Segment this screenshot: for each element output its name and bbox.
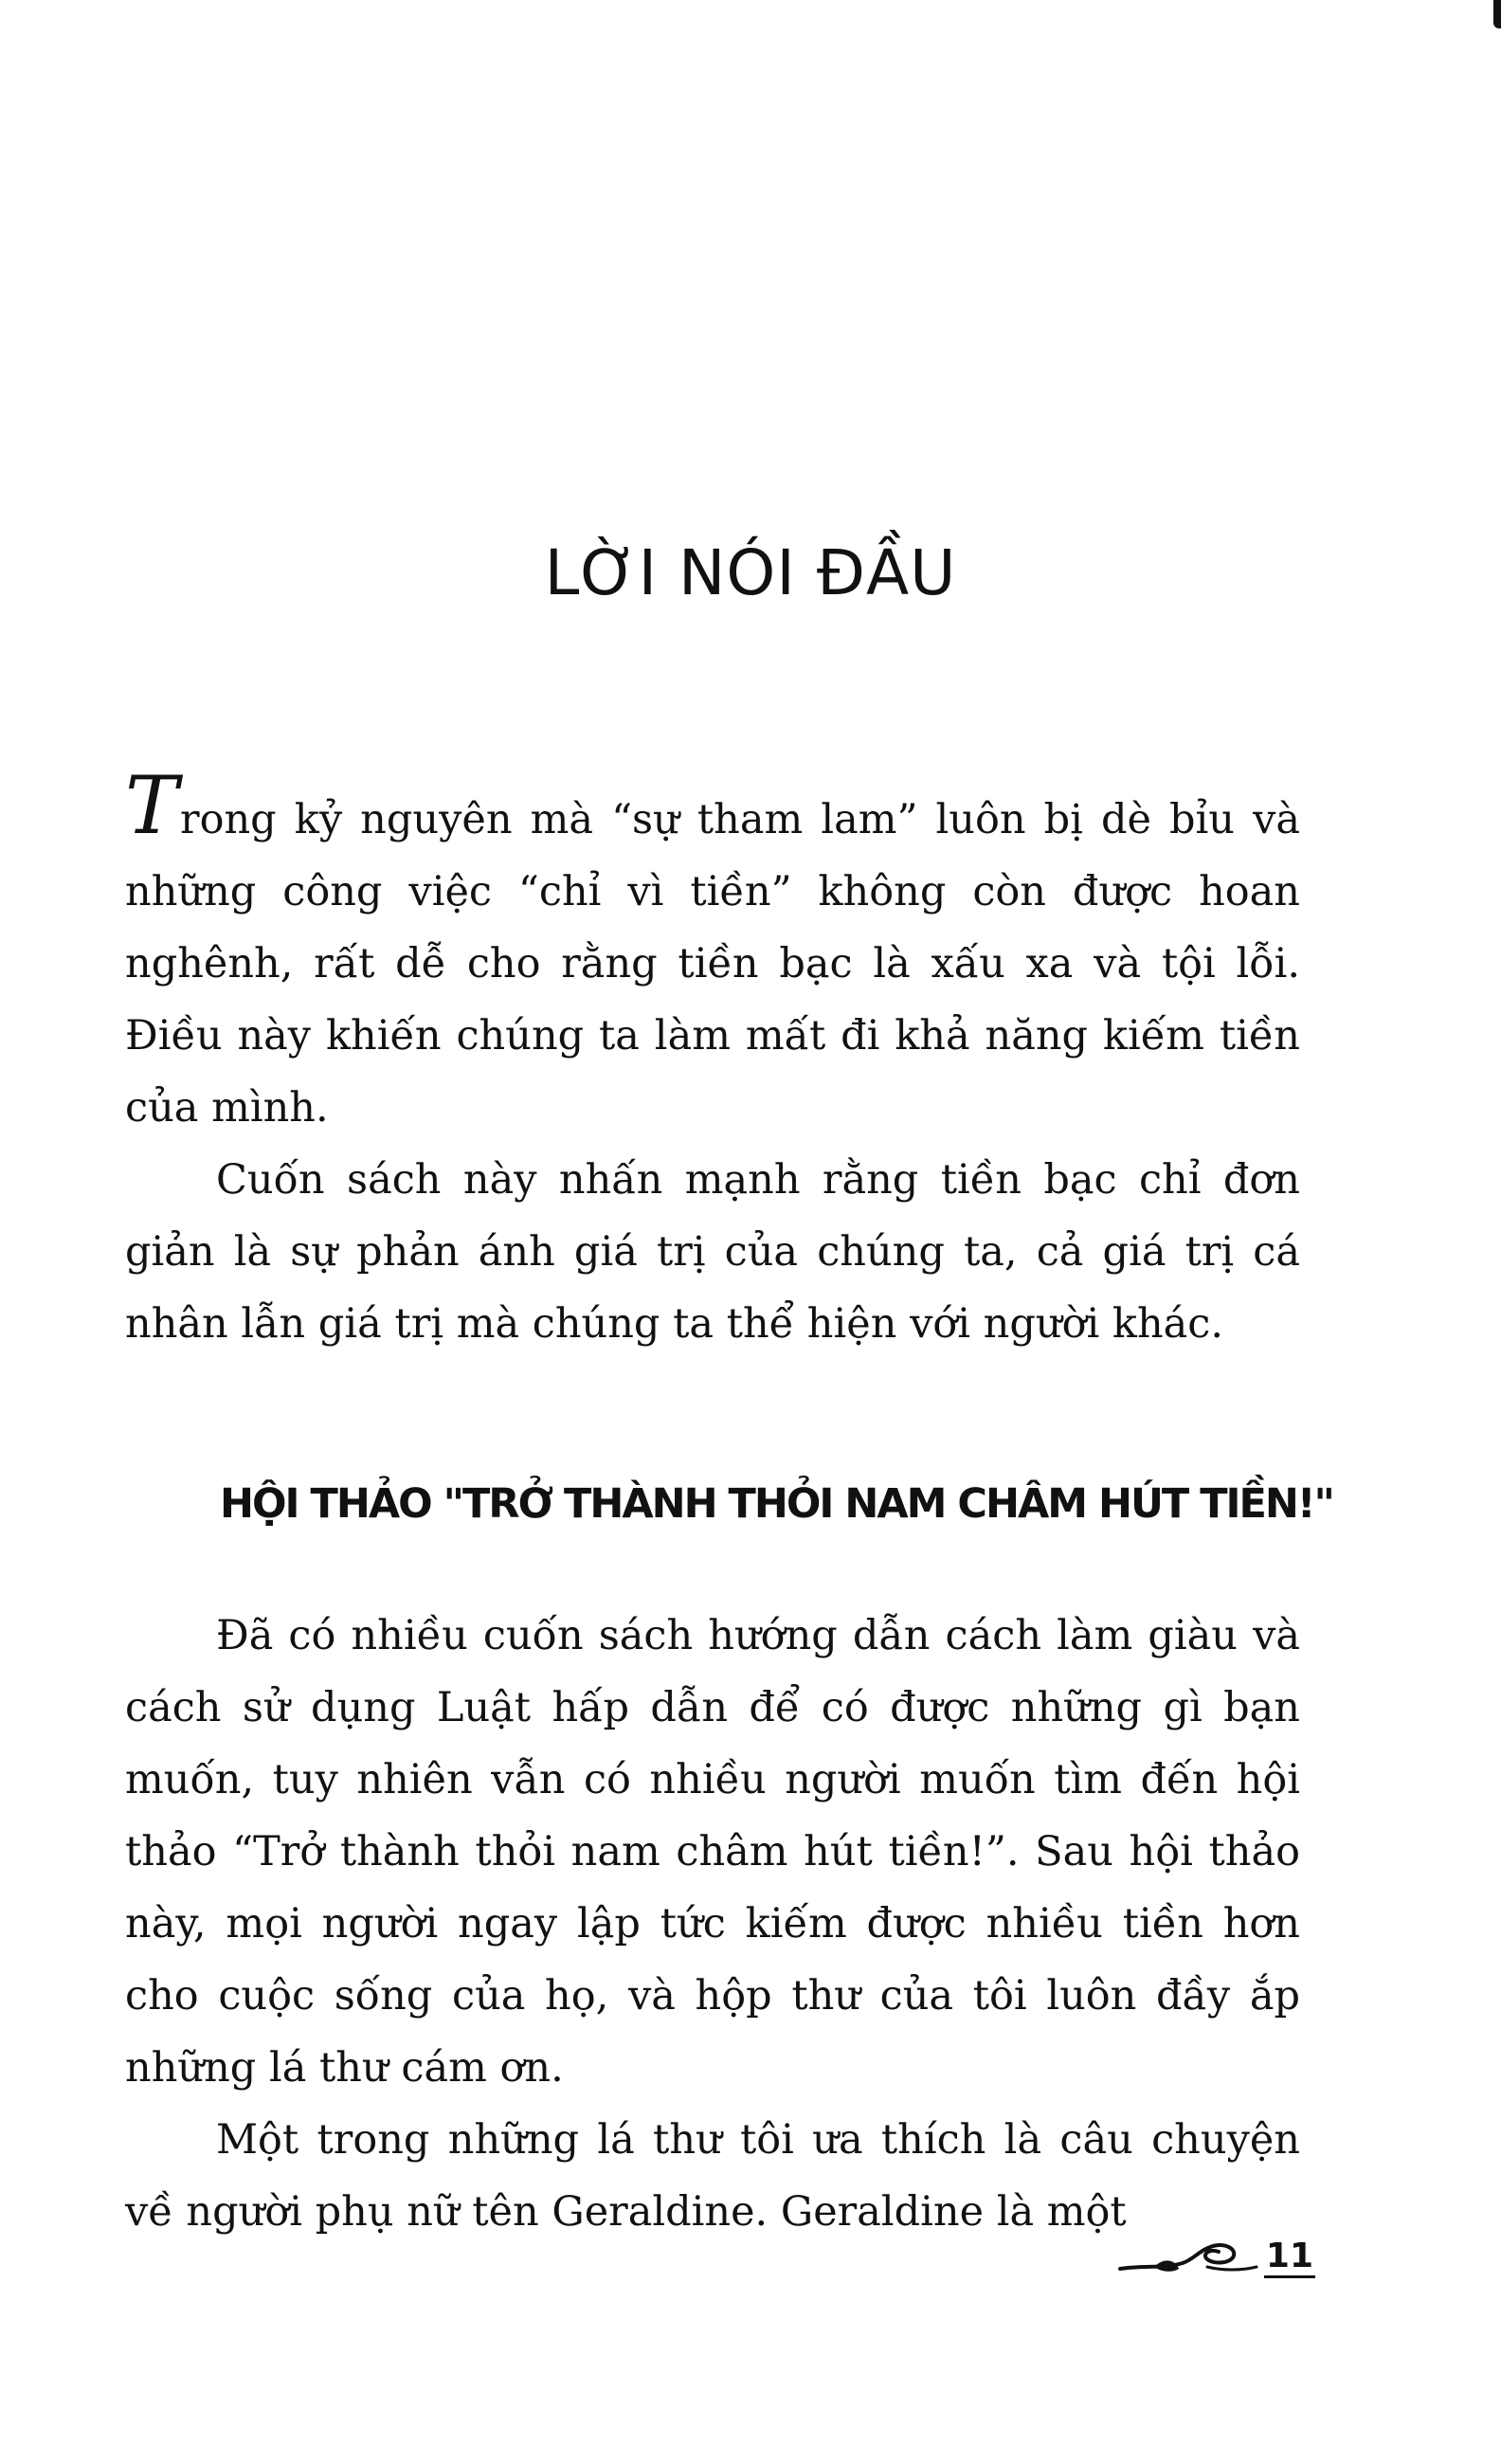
chapter-title: LỜI NÓI ĐẦU xyxy=(544,536,957,609)
intro-paragraph-1-text: rong kỷ nguyên mà “sự tham lam” luôn bị dè bỉu và những công việc “chỉ vì tiền” không còn được hoan nghênh, rất dễ cho rằng tiền bạc là xấu xa và tội lỗi. Điều này khiến chúng ta làm mất đi khả năng kiếm tiền của mình. xyxy=(125,796,1300,1132)
page-footer xyxy=(1116,2237,1315,2278)
intro-text xyxy=(125,759,1300,1360)
section-text xyxy=(125,1600,1300,2248)
section-paragraph-2: Một trong những lá thư tôi ưa thích là câu chuyện về người phụ nữ tên Geraldine. Geraldine là một xyxy=(125,2116,1300,2236)
drop-cap: T xyxy=(125,759,179,852)
page-edge-mark xyxy=(1493,0,1501,28)
section-heading: HỘI THẢO "TRỞ THÀNH THỎI NAM CHÂM HÚT TIỀN!" xyxy=(220,1480,1333,1528)
intro-paragraph-1 xyxy=(125,759,1300,1144)
section-paragraph-1: Đã có nhiều cuốn sách hướng dẫn cách làm giàu và cách sử dụng Luật hấp dẫn để có được những gì bạn muốn, tuy nhiên vẫn có nhiều người muốn tìm đến hội thảo “Trở thành thỏi nam châm hút tiền!”. Sau hội thảo này, mọi người ngay lập tức kiếm được nhiều tiền hơn cho cuộc sống của họ, và hộp thư của tôi luôn đầy ắp những lá thư cám ơn. xyxy=(125,1612,1300,2092)
intro-paragraph-2: Cuốn sách này nhấn mạnh rằng tiền bạc chỉ đơn giản là sự phản ánh giá trị của chúng ta, cả giá trị cá nhân lẫn giá trị mà chúng ta thể hiện với người khác. xyxy=(125,1156,1300,1348)
page-number: 11 xyxy=(1264,2239,1315,2278)
flourish-ornament-icon xyxy=(1116,2237,1258,2278)
